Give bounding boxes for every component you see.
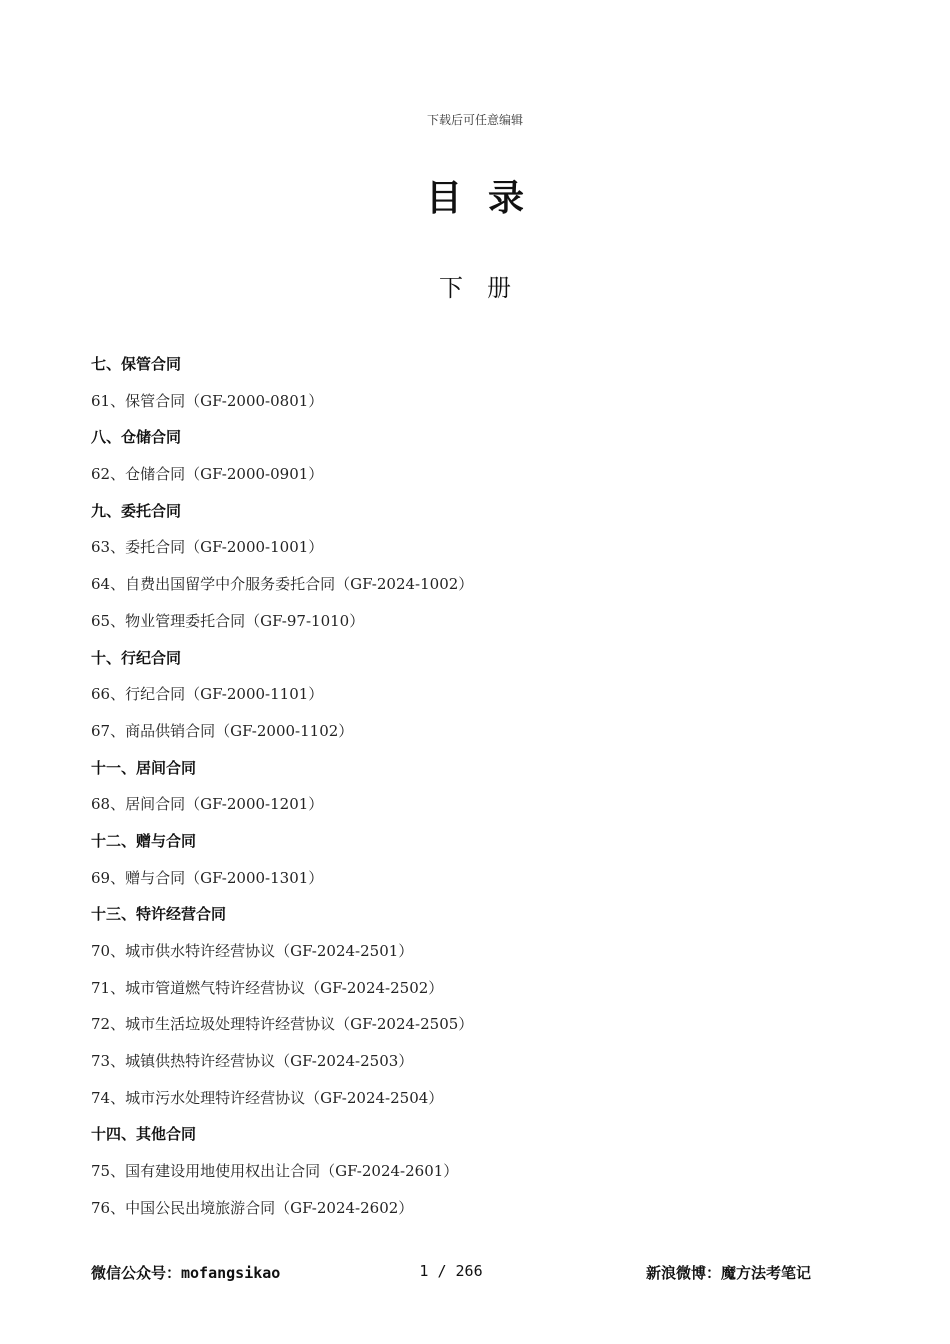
toc-entry[interactable]: 64、自费出国留学中介服务委托合同（GF-2024-1002） — [91, 575, 474, 594]
footer-weibo: 新浪微博：魔方法考笔记 — [645, 1264, 811, 1282]
toc-entry[interactable]: 63、委托合同（GF-2000-1001） — [91, 538, 324, 557]
footer-wechat: 微信公众号：mofangsikao — [91, 1264, 281, 1282]
toc-entry[interactable]: 71、城市管道燃气特许经营协议（GF-2024-2502） — [91, 978, 444, 997]
toc-entry[interactable]: 65、物业管理委托合同（GF-97-1010） — [91, 611, 365, 630]
toc-entry[interactable]: 62、仓储合同（GF-2000-0901） — [91, 465, 324, 484]
toc-entry[interactable]: 68、居间合同（GF-2000-1201） — [91, 795, 324, 814]
header-note: 下载后可任意编辑 — [426, 113, 523, 127]
toc-section-heading: 十、行纪合同 — [91, 648, 182, 667]
page-title: 目录 — [425, 177, 550, 219]
toc-section-heading: 十四、其他合同 — [91, 1125, 197, 1144]
toc-section-heading: 十三、特许经营合同 — [91, 905, 227, 924]
toc-entry[interactable]: 73、城镇供热特许经营协议（GF-2024-2503） — [91, 1052, 414, 1071]
toc-entry[interactable]: 61、保管合同（GF-2000-0801） — [91, 391, 324, 410]
toc-entry[interactable]: 66、行纪合同（GF-2000-1101） — [91, 685, 324, 704]
toc-entry[interactable]: 75、国有建设用地使用权出让合同（GF-2024-2601） — [91, 1162, 459, 1181]
toc-entry[interactable]: 70、城市供水特许经营协议（GF-2024-2501） — [91, 942, 414, 960]
toc-section-heading: 九、委托合同 — [91, 501, 182, 520]
toc-entry[interactable]: 69、赠与合同（GF-2000-1301） — [91, 868, 324, 887]
toc-entry[interactable]: 67、商品供销合同（GF-2000-1102） — [91, 721, 354, 740]
toc-entry[interactable]: 76、中国公民出境旅游合同（GF-2024-2602） — [91, 1198, 414, 1217]
toc-section-heading: 十二、赠与合同 — [91, 831, 197, 850]
page-footer — [91, 1262, 811, 1284]
table-of-contents — [91, 350, 871, 1231]
volume-subtitle: 下册 — [439, 274, 535, 302]
toc-section-heading: 七、保管合同 — [91, 355, 182, 373]
page-number: 1 / 266 — [419, 1262, 483, 1280]
toc-section-heading: 十一、居间合同 — [91, 758, 197, 777]
toc-entry[interactable]: 74、城市污水处理特许经营协议（GF-2024-2504） — [91, 1088, 444, 1107]
toc-section-heading: 八、仓储合同 — [91, 428, 182, 447]
toc-entry[interactable]: 72、城市生活垃圾处理特许经营协议（GF-2024-2505） — [91, 1015, 474, 1034]
